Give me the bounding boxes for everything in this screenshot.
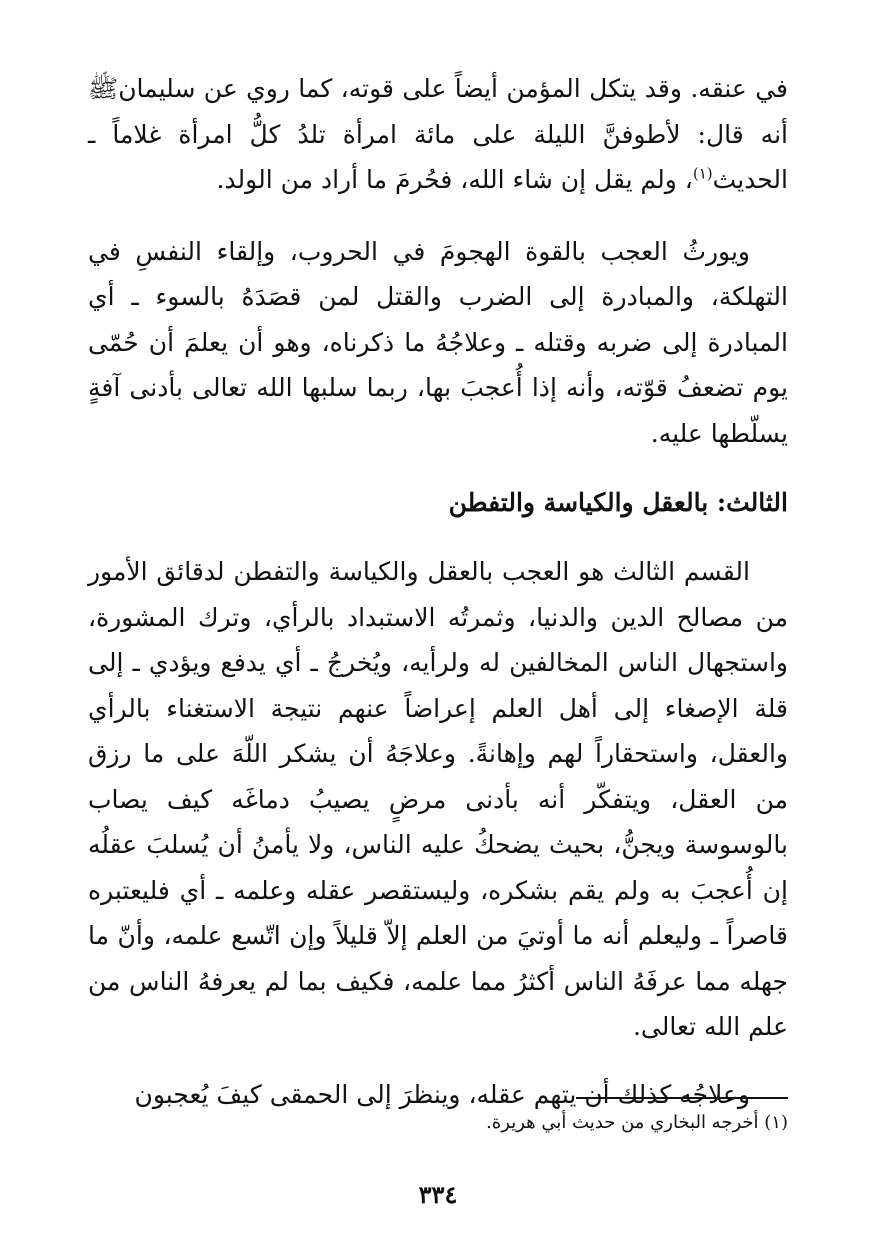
paragraph-text: في عنقه. وقد يتكل المؤمن أيضاً على قوته، كما روي عن سليمانﷺ أنه قال: لأطوفنَّ الليلة على مائة امرأة تلدُ كلُّ امرأة غلاماً ـ الحديث xyxy=(88,74,788,194)
footnote-marker: (١) xyxy=(764,1112,788,1133)
page-number: ٣٣٤ xyxy=(418,1180,458,1209)
section-heading: الثالث: بالعقل والكياسة والتفطن xyxy=(448,488,788,517)
paragraph-text-end: ، ولم يقل إن شاء الله، فحُرمَ ما أراد من الولد. xyxy=(216,165,693,194)
paragraph: ويورثُ العجب بالقوة الهجومَ في الحروب، وإلقاء النفسِ في التهلكة، والمبادرة إلى الضرب والقتل لمن قصَدَهُ بالسوء ـ أي المبادرة إلى ضربه وقتله ـ وعلاجُهُ ما ذكرناه، وهو أن يعلمَ أن حُمّى يوم تضعفُ قوّته، وأنه إذا أُعجبَ بها، ربما سلبها الله تعالى بأدنى آفةٍ يسلّطها عليه. xyxy=(88,236,788,448)
footnote-reference: (١) xyxy=(692,164,713,183)
footnote xyxy=(486,1108,788,1138)
footnote-divider xyxy=(576,1097,788,1099)
paragraph: وعلاجُه كذلك أن يتهم عقله، وينظرَ إلى الحمقى كيفَ يُعجبون xyxy=(134,1079,750,1109)
footnote-text: أخرجه البخاري من حديث أبي هريرة. xyxy=(486,1112,759,1133)
paragraph: القسم الثالث هو العجب بالعقل والكياسة والتفطن لدقائق الأمور من مصالح الدين والدنيا، وثمرتُه الاستبداد بالرأي، وترك المشورة، واستجهال الناس المخالفين له ولرأيه، ويُخرجُ ـ أي يدفع ويؤدي ـ إلى قلة الإصغاء إلى أهل العلم إعراضاً عنهم نتيجة الاستغناء بالرأي والعقل، واستحقاراً لهم وإهانةً. وعلاجَهُ أن يشكر اللّهَ على ما رزق من العقل، ويتفكّر أنه بأدنى مرضٍ يصيبُ دماغَه كيف يصاب بالوسوسة ويجنُّ، بحيث يضحكُ عليه الناس، ولا يأمنُ أن يُسلبَ عقلُه إن أُعجبَ به ولم يقم بشكره، وليستقصر عقله وعلمه ـ أي فليعتبره قاصراً ـ وليعلم أنه ما أوتيَ من العلم إلاّ قليلاً وإن اتّسع علمه، وأنّ ما جهله مما عرفَهُ الناس أكثرُ مما علمه، فكيف بما لم يعرفهُ الناس من علم الله تعالى. xyxy=(88,557,788,1041)
paragraph xyxy=(88,66,788,203)
page-body xyxy=(88,66,788,1117)
